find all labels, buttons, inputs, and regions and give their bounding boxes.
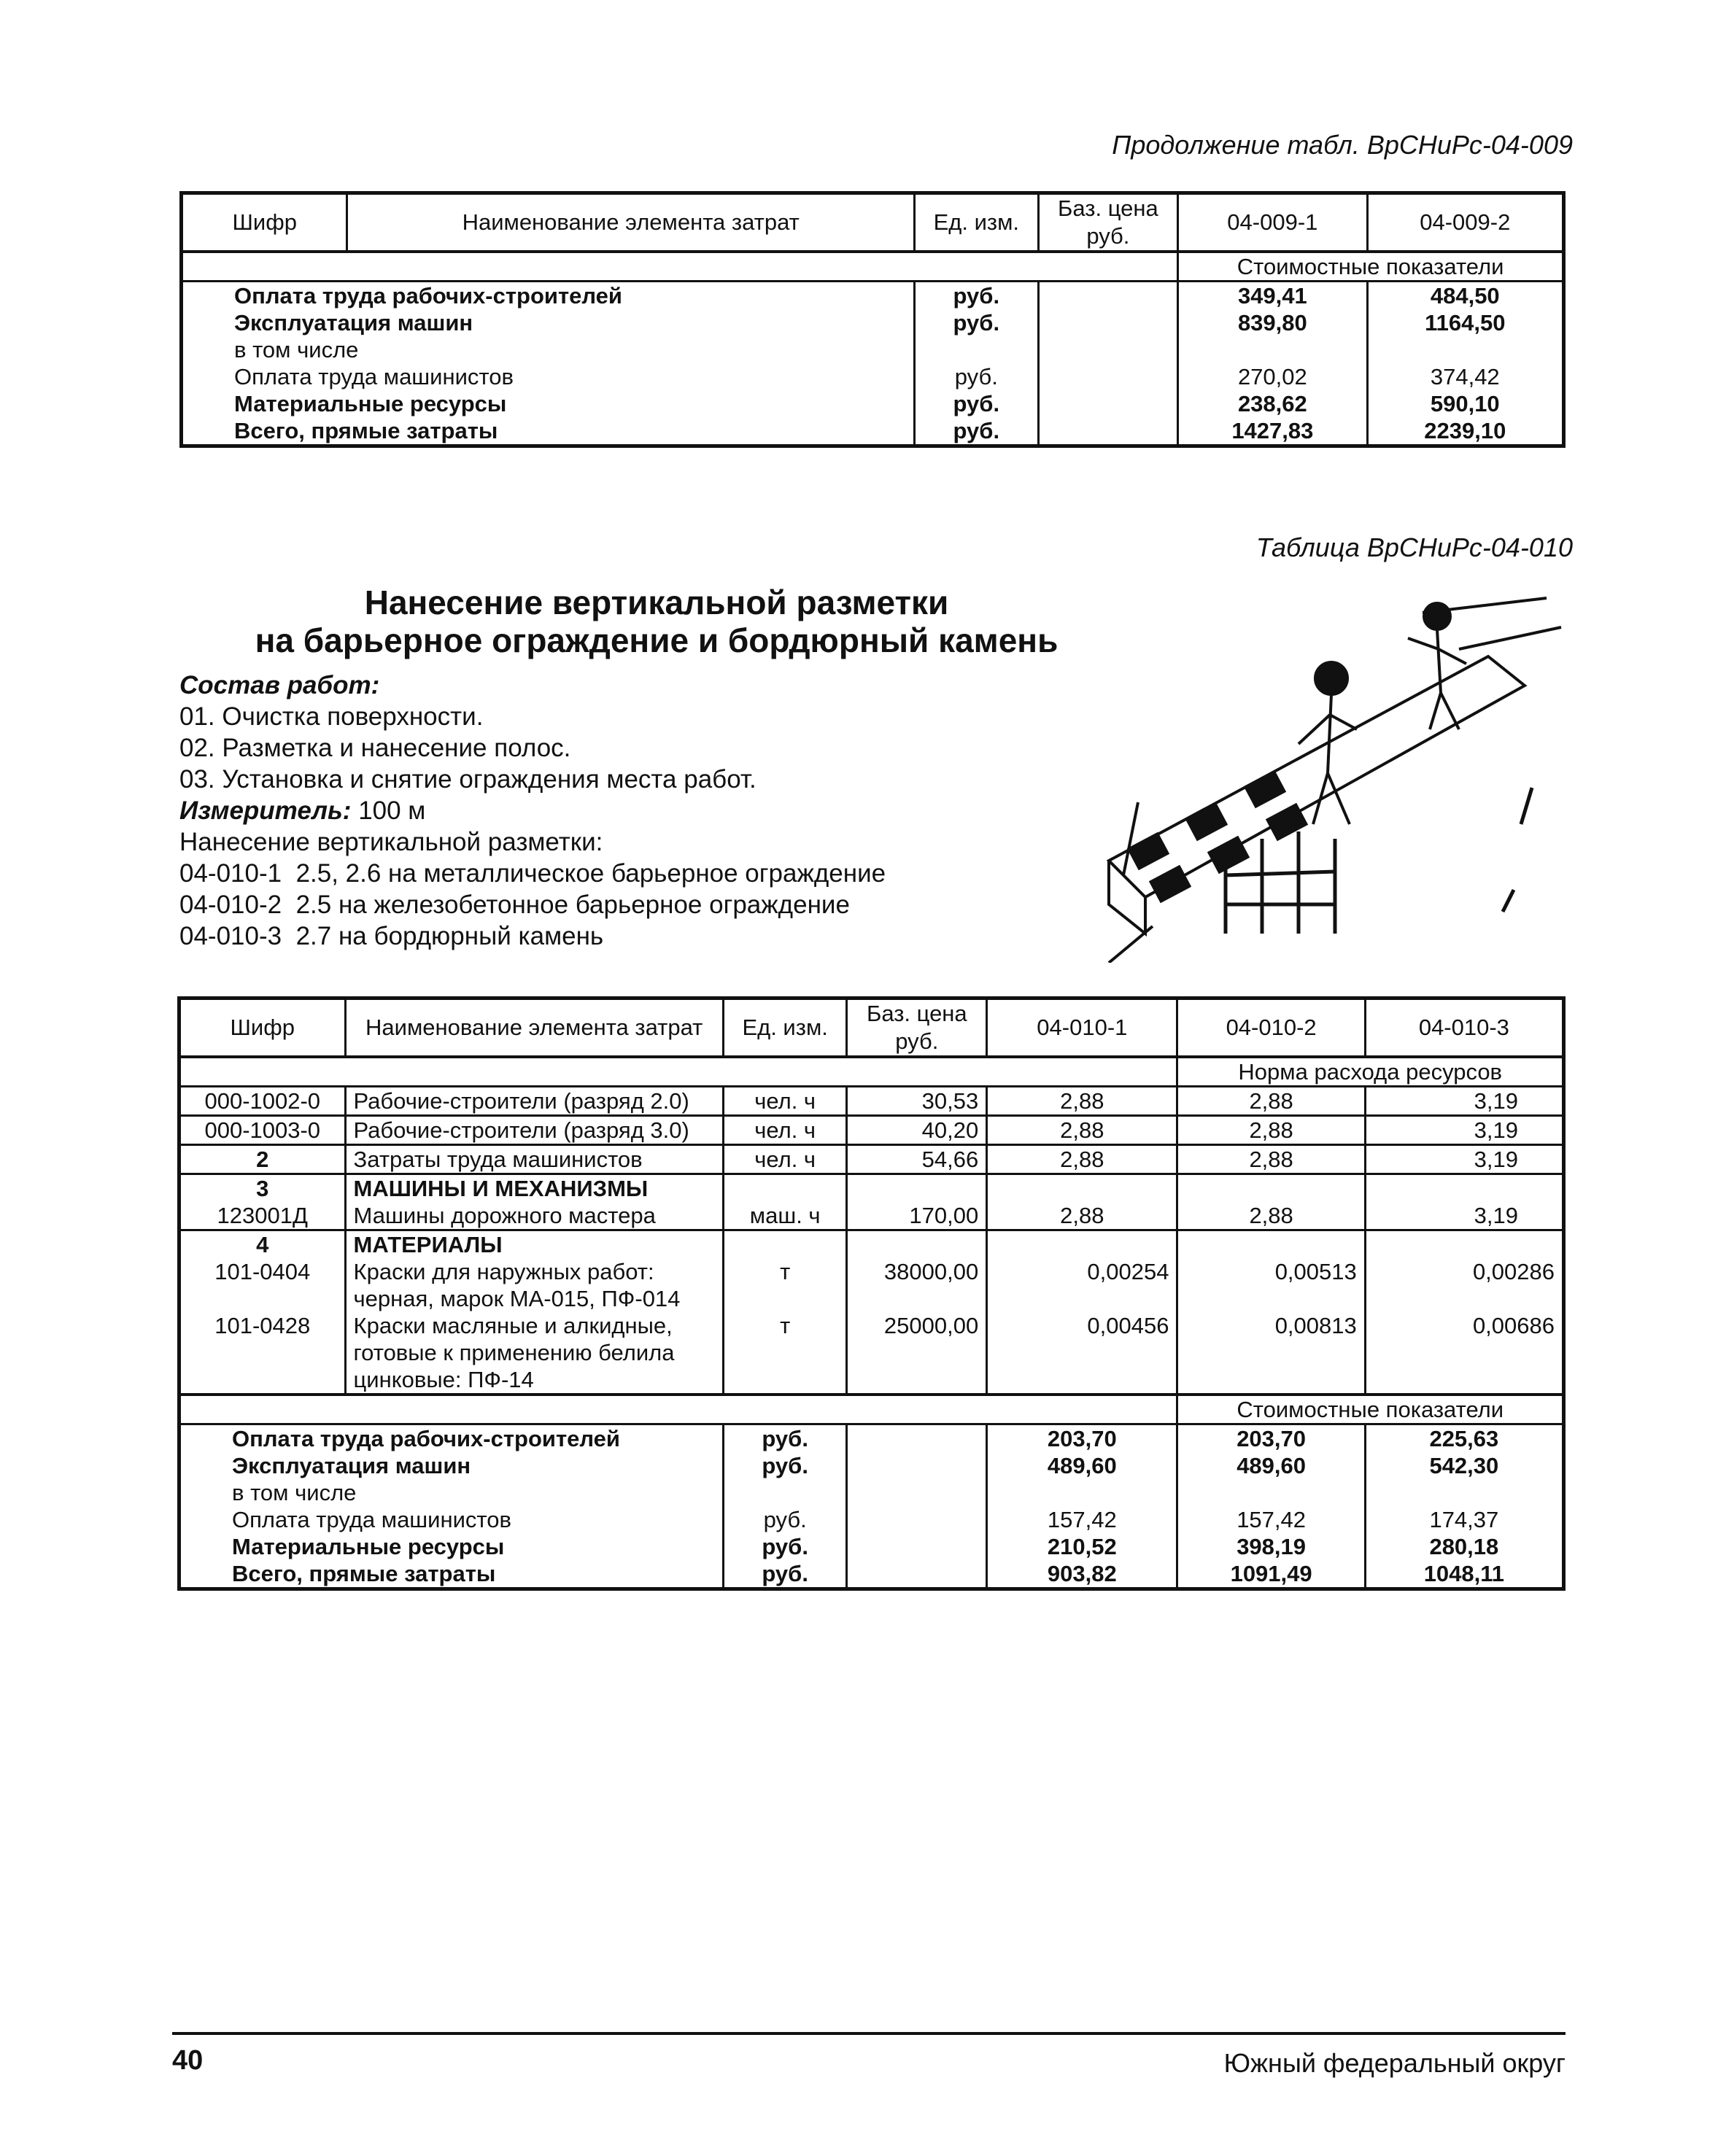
section-row <box>179 1057 1564 1087</box>
table-row <box>179 1533 1564 1560</box>
price-cell: 54,66 <box>847 1145 987 1174</box>
value-cell: 2,88 <box>1177 1145 1365 1174</box>
code-line <box>179 920 886 952</box>
table-row <box>179 1202 1564 1230</box>
table-row <box>179 1424 1564 1453</box>
code-cell: 4 <box>256 1232 269 1257</box>
resource-table-04-010 <box>177 996 1566 1591</box>
value-cell: 2,88 <box>987 1145 1177 1174</box>
table-row <box>179 1312 1564 1395</box>
continuation-caption: Продолжение табл. ВрСНиРс-04-009 <box>1112 130 1573 160</box>
table-row <box>182 363 1564 390</box>
table-row <box>179 1452 1564 1479</box>
price-cell: 40,20 <box>847 1116 987 1145</box>
table-cell: в том числе <box>234 337 359 362</box>
table-cell <box>1038 417 1178 446</box>
price-cell: 25000,00 <box>847 1312 987 1395</box>
code-cell: 000-1003-0 <box>179 1116 346 1145</box>
table-cell: 238,62 <box>1178 390 1367 417</box>
header-cell: 04-010-2 <box>1177 998 1365 1058</box>
table-cell: 1091,49 <box>1177 1560 1365 1589</box>
meter-line <box>179 795 886 826</box>
price-cell: 38000,00 <box>847 1258 987 1312</box>
code-cell: 101-0404 <box>214 1259 311 1284</box>
name-cell: Машины дорожного мастера <box>345 1202 723 1230</box>
table-cell: 270,02 <box>1178 363 1367 390</box>
value-cell: 3,19 <box>1365 1087 1563 1116</box>
value-cell: 0,00513 <box>1177 1258 1365 1312</box>
value-cell: 2,88 <box>1177 1087 1365 1116</box>
table-cell <box>1177 1479 1365 1506</box>
value-cell: 2,88 <box>987 1116 1177 1145</box>
meter-value: 100 м <box>358 796 426 825</box>
value-cell: 2,88 <box>987 1087 1177 1116</box>
table-row <box>179 1174 1564 1203</box>
header-cell: Наименование элемента затрат <box>347 193 915 252</box>
table-cell: Оплата труда рабочих-строителей <box>232 1426 620 1451</box>
code-line <box>179 858 886 889</box>
table-cell: 484,50 <box>1367 282 1563 310</box>
code-text: 2.7 на бордюрный камень <box>295 922 604 950</box>
table-cell <box>1038 390 1178 417</box>
group-name-cell: МАТЕРИАЛЫ <box>345 1230 723 1259</box>
table-cell: руб. <box>723 1452 847 1479</box>
value-cell: 3,19 <box>1365 1145 1563 1174</box>
name-line: цинковые: ПФ-14 <box>353 1367 534 1392</box>
header-cell: Наименование элемента затрат <box>345 998 723 1058</box>
work-fence <box>1226 788 1532 934</box>
table-cell <box>1038 282 1178 310</box>
table-cell: Эксплуатация машин <box>234 310 473 336</box>
name-cell: Рабочие-строители (разряд 3.0) <box>345 1116 723 1145</box>
code-cell: 123001Д <box>179 1202 346 1230</box>
table-header-row <box>182 193 1564 252</box>
header-cell: Шифр <box>182 193 347 252</box>
code: 04-010-1 <box>179 859 282 888</box>
table-row <box>179 1258 1564 1312</box>
name-line: готовые к применению белила <box>353 1340 675 1365</box>
table-cell: руб. <box>915 417 1039 446</box>
header-cell: 04-009-2 <box>1367 193 1563 252</box>
table-cell: руб. <box>723 1560 847 1589</box>
table-row <box>179 1145 1564 1174</box>
table-cell: 489,60 <box>987 1452 1177 1479</box>
table-cell: 903,82 <box>987 1560 1177 1589</box>
table-cell <box>1038 336 1178 363</box>
barrier-stripes <box>1127 770 1308 904</box>
table-cell <box>1367 336 1563 363</box>
code-line <box>179 889 886 920</box>
table-cell: 203,70 <box>987 1424 1177 1453</box>
table-cell: 349,41 <box>1178 282 1367 310</box>
table-cell: 1164,50 <box>1367 309 1563 336</box>
table-cell: 839,80 <box>1178 309 1367 336</box>
unit-cell: чел. ч <box>723 1116 847 1145</box>
footer-rule <box>172 2032 1566 2035</box>
table-cell <box>847 1533 987 1560</box>
table-cell: Эксплуатация машин <box>232 1453 471 1478</box>
road-marking-illustration <box>1080 583 1576 963</box>
table-row <box>179 1116 1564 1145</box>
meter-label: Измеритель: <box>179 796 352 825</box>
table-cell <box>847 1506 987 1533</box>
table-cell: руб. <box>915 390 1039 417</box>
code-text: 2.5, 2.6 на металлическое барьерное ограждение <box>295 859 886 888</box>
value-cell: 2,88 <box>1177 1202 1365 1230</box>
table-cell: Всего, прямые затраты <box>232 1561 496 1586</box>
work-heading: Состав работ: <box>179 671 380 699</box>
table-cell: 374,42 <box>1367 363 1563 390</box>
section-label: Норма расхода ресурсов <box>1177 1057 1564 1087</box>
table-cell: руб. <box>723 1506 847 1533</box>
value-cell: 3,19 <box>1365 1116 1563 1145</box>
value-cell: 0,00254 <box>987 1258 1177 1312</box>
code-text: 2.5 на железобетонное барьерное ограждение <box>295 891 850 919</box>
table-cell: руб. <box>915 282 1039 310</box>
name-line: черная, марок МА-015, ПФ-014 <box>353 1286 681 1311</box>
table-cell: 542,30 <box>1365 1452 1563 1479</box>
section-title <box>182 583 1131 659</box>
name-cell: Рабочие-строители (разряд 2.0) <box>345 1087 723 1116</box>
table-cell: 590,10 <box>1367 390 1563 417</box>
header-cell: Баз. цена руб. <box>1038 193 1178 252</box>
section-label: Стоимостные показатели <box>1177 1395 1564 1424</box>
name-cell: Затраты труда машинистов <box>345 1145 723 1174</box>
code-cell: 101-0428 <box>214 1313 311 1338</box>
region-name: Южный федеральный округ <box>1223 2048 1566 2078</box>
code-cell: 000-1002-0 <box>179 1087 346 1116</box>
table-header-row <box>179 998 1564 1058</box>
table-cell: 174,37 <box>1365 1506 1563 1533</box>
table-cell <box>723 1479 847 1506</box>
table-cell: Материальные ресурсы <box>234 391 507 416</box>
section-row <box>179 1395 1564 1424</box>
table-cell: 1048,11 <box>1365 1560 1563 1589</box>
table-cell: в том числе <box>232 1480 357 1505</box>
table-cell: Всего, прямые затраты <box>234 418 498 443</box>
name-line: Краски масляные и алкидные, <box>353 1313 673 1338</box>
table-cell <box>847 1560 987 1589</box>
cost-table-04-009 <box>179 191 1566 448</box>
work-item: 03. Установка и снятие ограждения места работ. <box>179 765 756 794</box>
table-cell <box>1038 363 1178 390</box>
page-number: 40 <box>172 2045 204 2076</box>
table-cell <box>1038 309 1178 336</box>
table-cell: 280,18 <box>1365 1533 1563 1560</box>
table-cell: Оплата труда машинистов <box>232 1507 511 1532</box>
table-cell: руб. <box>723 1533 847 1560</box>
value-cell: 2,88 <box>987 1202 1177 1230</box>
unit-cell: чел. ч <box>723 1145 847 1174</box>
section-row <box>182 252 1564 282</box>
table-row <box>182 417 1564 446</box>
table-cell <box>847 1479 987 1506</box>
work-item: 01. Очистка поверхности. <box>179 702 484 731</box>
section-label: Стоимостные показатели <box>1178 252 1564 282</box>
table-cell: 157,42 <box>1177 1506 1365 1533</box>
value-cell: 2,88 <box>1177 1116 1365 1145</box>
code: 04-010-2 <box>179 891 282 919</box>
header-cell: Баз. цена руб. <box>847 998 987 1058</box>
unit-cell: т <box>723 1258 847 1312</box>
table-row <box>182 390 1564 417</box>
value-cell: 0,00456 <box>987 1312 1177 1395</box>
table-row <box>182 336 1564 363</box>
group-name-cell: МАШИНЫ И МЕХАНИЗМЫ <box>345 1174 723 1203</box>
value-cell: 3,19 <box>1365 1202 1563 1230</box>
header-cell: Ед. изм. <box>723 998 847 1058</box>
table-cell: Оплата труда машинистов <box>234 364 514 389</box>
name-cell <box>345 1312 723 1395</box>
value-cell: 0,00286 <box>1365 1258 1563 1312</box>
table-reference: Таблица ВрСНиРс-04-010 <box>1255 532 1573 562</box>
price-cell: 170,00 <box>847 1202 987 1230</box>
value-cell: 0,00813 <box>1177 1312 1365 1395</box>
table-row <box>179 1230 1564 1259</box>
table-cell <box>987 1479 1177 1506</box>
work-subheading: Нанесение вертикальной разметки: <box>179 828 603 856</box>
table-cell: 489,60 <box>1177 1452 1365 1479</box>
name-line: Краски для наружных работ: <box>353 1259 654 1284</box>
table-cell: 398,19 <box>1177 1533 1365 1560</box>
unit-cell: т <box>723 1312 847 1395</box>
table-row <box>182 282 1564 310</box>
code-cell: 2 <box>179 1145 346 1174</box>
table-cell <box>1365 1479 1563 1506</box>
table-cell <box>915 336 1039 363</box>
table-cell: руб. <box>915 309 1039 336</box>
table-cell <box>847 1424 987 1453</box>
table-cell: 157,42 <box>987 1506 1177 1533</box>
table-row <box>179 1479 1564 1506</box>
header-cell: Ед. изм. <box>915 193 1039 252</box>
table-cell <box>847 1452 987 1479</box>
table-cell: руб. <box>915 363 1039 390</box>
price-cell: 30,53 <box>847 1087 987 1116</box>
table-cell: 203,70 <box>1177 1424 1365 1453</box>
table-row <box>182 309 1564 336</box>
table-row <box>179 1087 1564 1116</box>
header-cell: Шифр <box>179 998 346 1058</box>
table-cell: Оплата труда рабочих-строителей <box>234 283 622 309</box>
name-cell <box>345 1258 723 1312</box>
code-cell: 3 <box>256 1176 269 1201</box>
table-row <box>179 1506 1564 1533</box>
header-cell: 04-010-1 <box>987 998 1177 1058</box>
table-cell: 1427,83 <box>1178 417 1367 446</box>
code: 04-010-3 <box>179 922 282 950</box>
title-line: Нанесение вертикальной разметки <box>364 583 949 621</box>
table-cell: руб. <box>723 1424 847 1453</box>
header-cell: 04-010-3 <box>1365 998 1563 1058</box>
work-item: 02. Разметка и нанесение полос. <box>179 734 571 762</box>
unit-cell: маш. ч <box>723 1202 847 1230</box>
value-cell: 0,00686 <box>1365 1312 1563 1395</box>
table-cell: 210,52 <box>987 1533 1177 1560</box>
header-cell: 04-009-1 <box>1178 193 1367 252</box>
table-cell: Материальные ресурсы <box>232 1534 505 1559</box>
table-cell: 225,63 <box>1365 1424 1563 1453</box>
table-cell <box>1178 336 1367 363</box>
table-cell: 2239,10 <box>1367 417 1563 446</box>
unit-cell: чел. ч <box>723 1087 847 1116</box>
title-line: на барьерное ограждение и бордюрный камень <box>255 621 1059 659</box>
work-description <box>179 670 886 952</box>
table-row <box>179 1560 1564 1589</box>
